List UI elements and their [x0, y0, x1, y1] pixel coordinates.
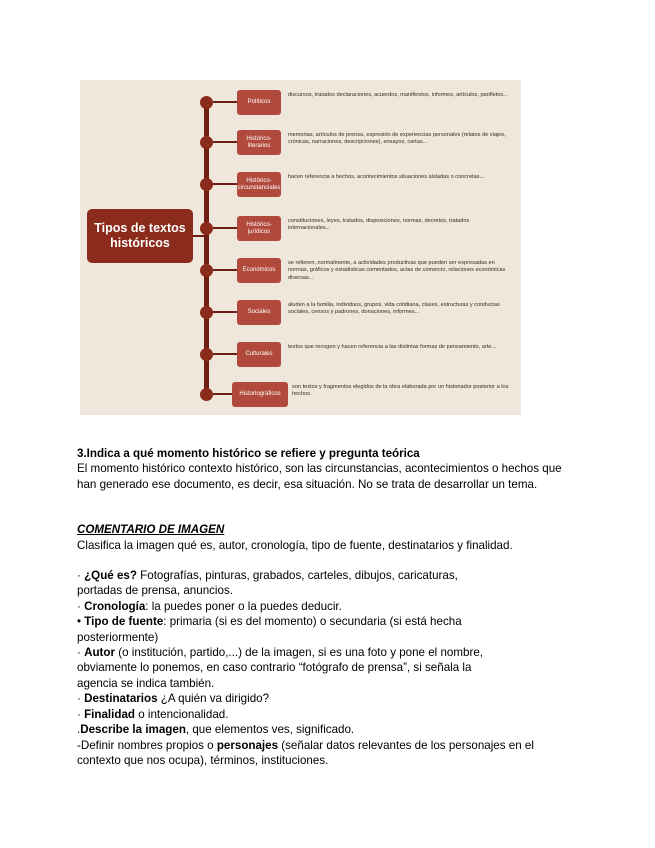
timeline-dot	[200, 96, 213, 109]
title-connector	[193, 235, 206, 237]
document-body	[77, 446, 577, 768]
timeline-dot	[200, 222, 213, 235]
comentario-heading: COMENTARIO DE IMAGEN	[77, 523, 225, 537]
historical-texts-diagram	[80, 80, 521, 415]
item-finalidad: · Finalidad o intencionalidad.	[77, 707, 229, 721]
timeline-dot	[200, 136, 213, 149]
timeline-branch	[213, 227, 237, 229]
comentario-intro: Clasifica la imagen qué es, autor, cronología, tipo de fuente, destinatarios y finalidad.	[77, 538, 513, 552]
category-description: son textos y fragmentos elegidos de la obra elaborada por un historiador posterior a los hechos.	[292, 384, 509, 398]
timeline-branch	[213, 311, 237, 313]
category-box: Histórico-jurídicos	[237, 216, 281, 241]
timeline-branch	[213, 141, 237, 143]
category-description: memorias, artículos de prensa, expresión de experiencias personales (relatos de viajes, crónicas, narraciones, descripciones), ensayos, cartas...	[288, 132, 506, 146]
timeline-branch	[213, 101, 237, 103]
section3-line1: El momento histórico contexto histórico, son las circunstancias, acontecimientos o hechos que	[77, 462, 562, 476]
item-que-es: · ¿Qué es? Fotografías, pinturas, grabados, carteles, dibujos, caricaturas,	[77, 569, 458, 583]
item-tipo-fuente-cont: posteriormente)	[77, 630, 159, 644]
timeline-dot	[200, 178, 213, 191]
category-description: aluden a la familia, individuos, grupos, vida cotidiana, clases, estructuras y conductas sociales, censos y padrones, donaciones, informes...	[288, 302, 500, 316]
timeline-dot	[200, 388, 213, 401]
category-box: Histórico-circunstanciales	[237, 172, 281, 197]
item-destinatarios: · Destinatarios ¿A quién va dirigido?	[77, 692, 270, 706]
category-box: Económicos	[237, 258, 281, 283]
item-cronologia: · Cronología: la puedes poner o la puedes deducir.	[77, 599, 342, 613]
category-description: discursos, tratados declaraciones, acuerdos, manifiestos, informes, artículos, panfletos...	[288, 92, 508, 98]
diagram-title-box	[87, 209, 193, 263]
category-description: hacen referencia a hechos, acontecimientos situaciones aisladas o concretas...	[288, 174, 485, 180]
section3-line2: han generado ese documento, es decir, esa situación. No se trata de desarrollar un tema.	[77, 477, 538, 491]
item-autor: · Autor (o institución, partido,...) de la imagen, si es una foto y pone el nombre,	[77, 646, 483, 660]
category-box: Histórico-literarios	[237, 130, 281, 155]
item-definir: -Definir nombres propios o personajes (señalar datos relevantes de los personajes en el	[77, 738, 534, 752]
timeline-branch	[213, 353, 237, 355]
category-box: Políticos	[237, 90, 281, 115]
category-description: se refieren, normalmente, a actividades productivas que pueden ser expresadas en normas, gráficos y estadísticas comentados, actas de comercio, relaciones económicas diversas...	[288, 260, 506, 281]
item-que-es-cont: portadas de prensa, anuncios.	[77, 584, 233, 598]
timeline-dot	[200, 348, 213, 361]
category-box: Culturales	[237, 342, 281, 367]
item-autor-cont2: agencia se indica también.	[77, 676, 215, 690]
category-description: constituciones, leyes, tratados, disposiciones, normas, decretos, tratados internacionales...	[288, 218, 470, 232]
item-definir-cont: contexto que nos ocupa), términos, instituciones.	[77, 753, 329, 767]
timeline-dot	[200, 264, 213, 277]
item-tipo-fuente: • Tipo de fuente: primaria (si es del momento) o secundaria (si está hecha	[77, 615, 462, 629]
category-description: textos que recogen y hacen referencia a las distintas formas de pensamiento, arte...	[288, 344, 497, 350]
timeline-branch	[213, 269, 237, 271]
timeline-branch	[213, 183, 237, 185]
item-autor-cont1: obviamente lo ponemos, en caso contrario “fotógrafo de prensa”, si señala la	[77, 661, 472, 675]
section3-heading: 3.Indica a qué momento histórico se refiere y pregunta teórica	[77, 447, 420, 460]
item-describe: .Describe la imagen, que elementos ves, significado.	[77, 723, 355, 737]
timeline-dot	[200, 306, 213, 319]
category-box: Historiográficos	[232, 382, 288, 407]
category-box: Sociales	[237, 300, 281, 325]
diagram-title: Tipos de textos históricos	[94, 221, 186, 250]
